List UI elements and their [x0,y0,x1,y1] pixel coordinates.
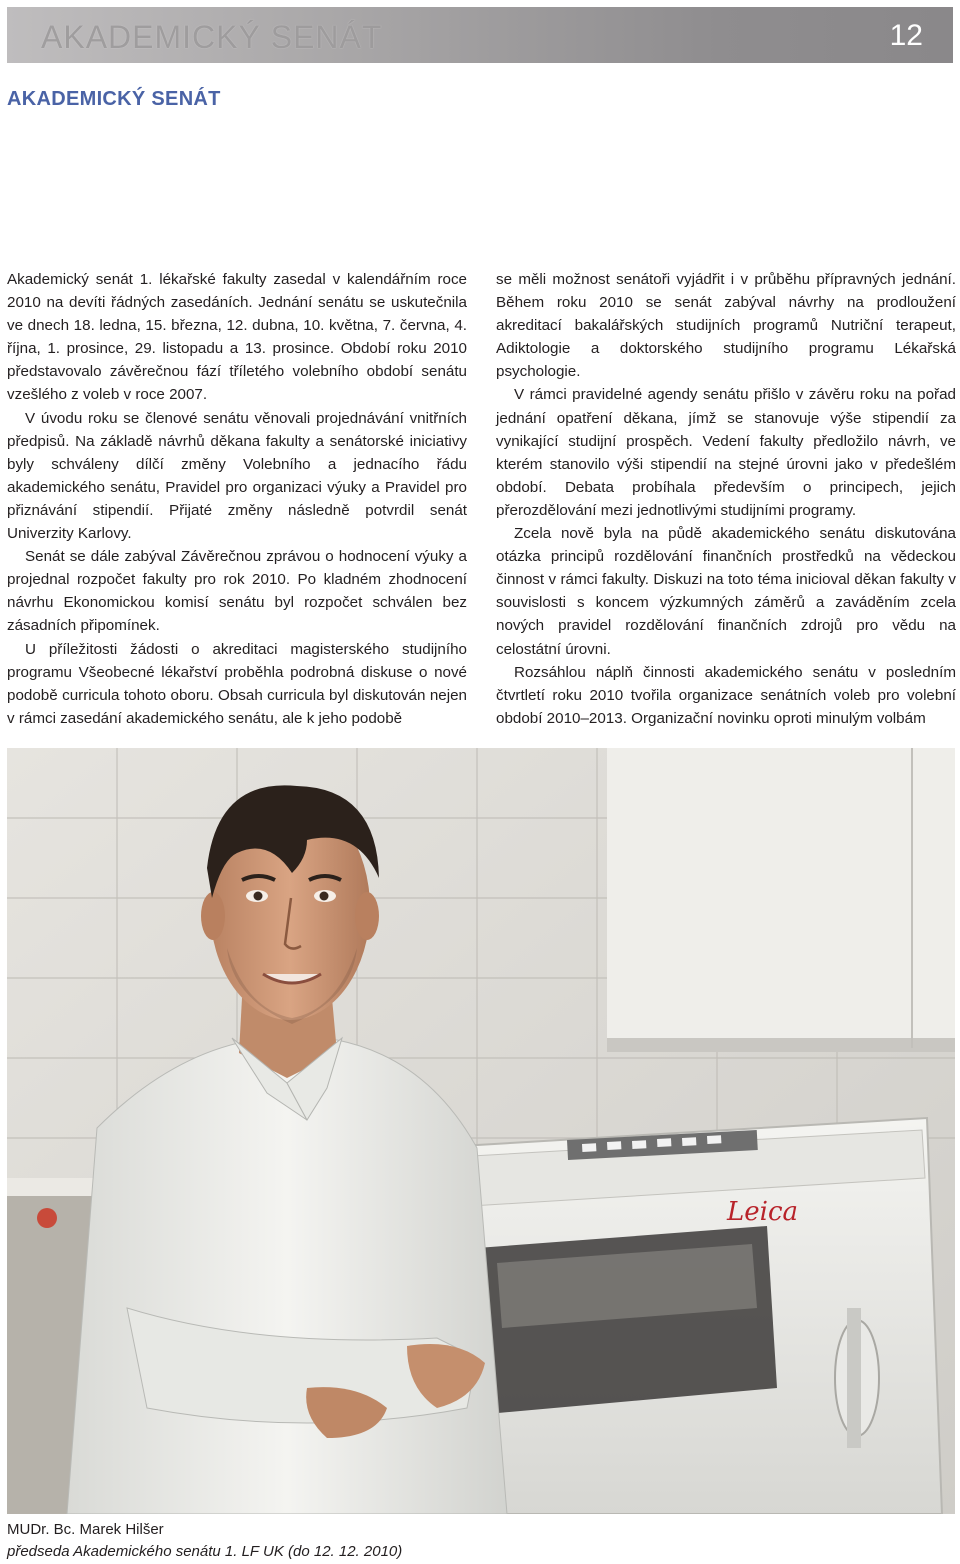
right-column [496,268,956,730]
microtome-machine [427,1118,942,1514]
paragraph: U příležitosti žádosti o akreditaci magisterského studijního programu Všeobecné lékařství proběhla podrobná diskuse o nové podobě curricula tohoto oboru. Obsah curricula byl diskutován nejen v rámci zasedání akademického senátu, ale k jeho podobě [7,640,467,727]
paragraph: Akademický senát 1. lékařské fakulty zasedal v kalendářním roce 2010 na devíti řádných zasedáních. Jednání senátu se uskutečnila ve dnech 18. ledna, 15. března, 12. dubna, 10. května, 7. června, 4. října, 1. prosince, 29. listopadu a 13. prosince. Období roku 2010 představovalo závěrečnou fází tříletého volebního období senátu vzešlého z voleb v roce 2007. [7,271,467,404]
leica-logo: Leica [727,1197,799,1227]
section-title: AKADEMICKÝ SENÁT [7,88,221,110]
portrait-photo [7,748,955,1514]
portrait-illustration [7,748,955,1514]
cabinet [607,748,955,1048]
caption-role: předseda Akademického senátu 1. LF UK (do 12. 12. 2010) [7,1543,403,1560]
photo-caption [7,1519,402,1563]
page-number: 12 [889,19,923,52]
red-knob [37,1208,57,1228]
caption-name: MUDr. Bc. Marek Hilšer [7,1521,164,1538]
paragraph: Zcela nově byla na půdě akademického senátu diskutována otázka principů rozdělování finančních prostředků na vědeckou činnost v rámci fakulty. Diskuzi na toto téma inicioval děkan fakulty v souvislosti s koncem výzkumných záměrů a zaváděním zcela nových pravidel rozdělování finančních zdrojů pro vědu na celostátní úrovni. [496,525,956,658]
paragraph: V úvodu roku se členové senátu věnovali projednávání vnitřních předpisů. Na základě návrhů děkana fakulty a senátorské iniciativy byly schváleny dílčí změny Volebního a jednacího řádu akademického senátu, Pravidel pro organizaci výuky a Pravidel pro přiznávání stipendií. Přijaté změny následně potvrdil senát Univerzity Karlovy. [7,409,467,543]
left-column [7,268,467,730]
paragraph: se měli možnost senátoři vyjádřit i v průběhu přípravných jednání. Během roku 2010 se senát zabýval návrhy na prodloužení akreditací bakalářských studijních programů Nutriční terapeut, Adiktologie a doktorského studijního programu Lékařská psychologie. [496,271,956,381]
paragraph: V rámci pravidelné agendy senátu přišlo v závěru roku na pořad jednání opatření děkana, jímž se stanovuje výše stipendií za vynikající studijní prospěch. Vedení fakulty předložilo návrh, ve kterém stanovilo výši stipendií na stejné úrovni jako v předešlém období. Debata probíhala především o principech, jejich přerozdělování mezi jednotlivými studijními programy. [496,386,956,519]
header-watermark: AKADEMICKÝ SENÁT [41,19,383,55]
paragraph: Senát se dále zabýval Závěrečnou zprávou o hodnocení výuky a projednal rozpočet fakulty pro rok 2010. Po kladném zhodnocení návrhu Ekonomickou komisí senátu byl rozpočet schválen bez zásadních připomínek. [7,548,467,635]
header-band [7,7,953,63]
paragraph: Rozsáhlou náplň činnosti akademického senátu v posledním čtvrtletí roku 2010 tvořila organizace senátních voleb pro volební období 2010–2013. Organizační novinku oproti minulým volbám [496,663,956,727]
